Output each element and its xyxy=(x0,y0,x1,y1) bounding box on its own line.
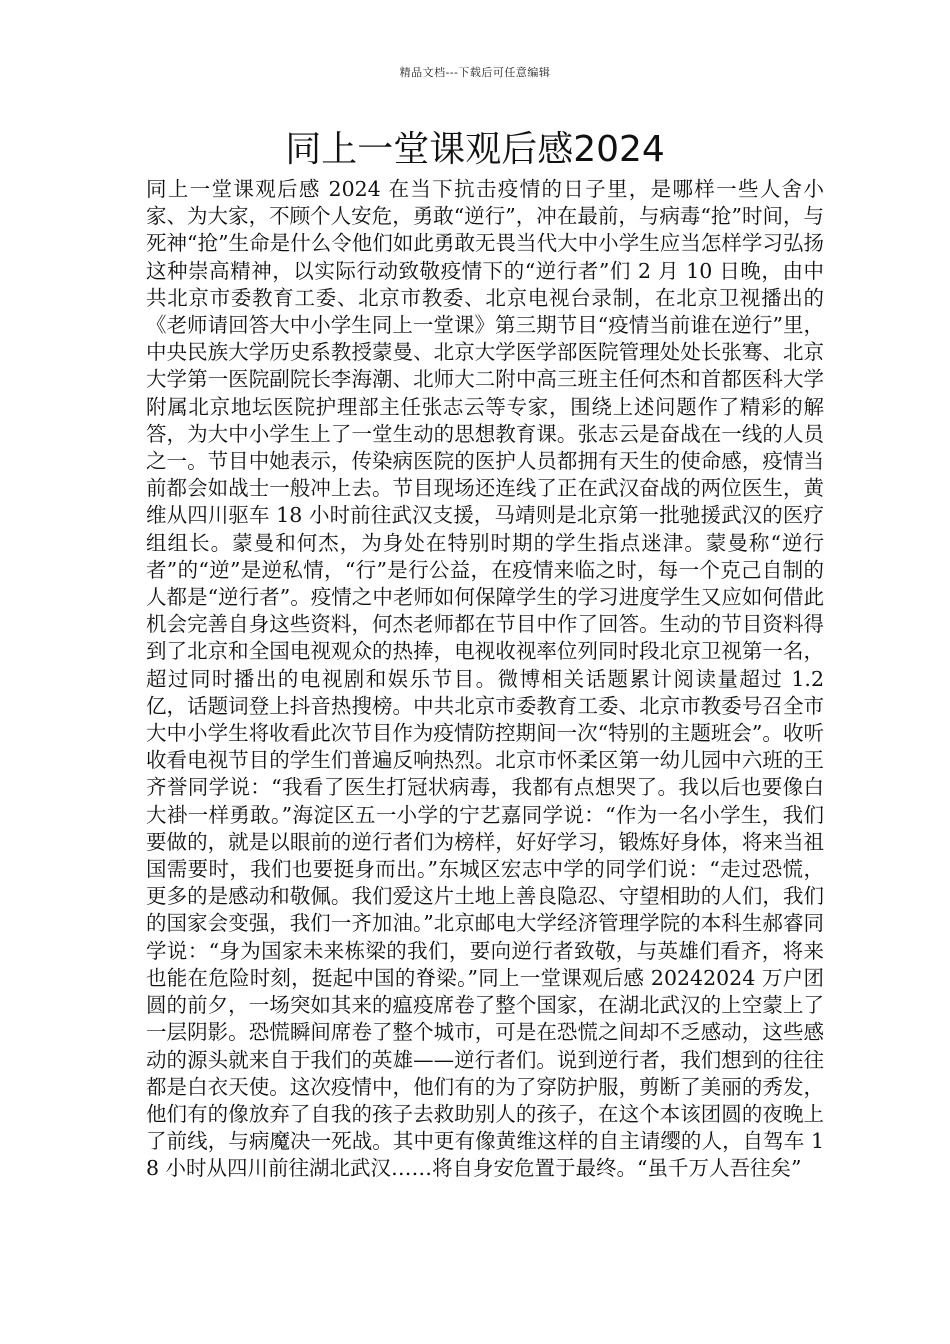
page-header-note: 精品文档---下载后可任意编辑 xyxy=(399,66,551,79)
document-title: 同上一堂课观后感2024 xyxy=(285,129,665,170)
document-body: 同上一堂课观后感 2024 在当下抗击疫情的日子里，是哪样一些人舍小家、为大家，不顾个人安危，勇敢“逆行”，冲在最前，与病毒“抢”时间，与死神“抢”生命是什么令他们如此勇敢无畏当代大中小学生应当怎样学习弘扬这种崇高精神，以实际行动致敬疫情下的“逆行者”们 2 月 10 日晚，由中共北京市委教育工委、北京市教委、北京电视台录制，在北京卫视播出的《老师请回答大中小学生同上一堂课》第三期节目“疫情当前谁在逆行”里，中央民族大学历史系教授蒙曼、北京大学医学部医院管理处处长张骞、北京大学第一医院副院长李海潮、北师大二附中高三班主任何杰和首都医科大学附属北京地坛医院护理部主任张志云等专家，围绕上述问题作了精彩的解答，为大中小学生上了一堂生动的思想教育课。张志云是奋战在一线的人员之一。节目中她表示，传染病医院的医护人员都拥有天生的使命感，疫情当前都会如战士一般冲上去。节目现场还连线了正在武汉奋战的两位医生，黄维从四川驱车 18 小时前往武汉支援，马靖则是北京第一批驰援武汉的医疗组组长。蒙曼和何杰，为身处在特别时期的学生指点迷津。蒙曼称“逆行者”的“逆”是逆私情，“行”是行公益，在疫情来临之时，每一个克己自制的人都是“逆行者”。疫情之中老师如何保障学生的学习进度学生又应如何借此机会完善自身这些资料，何杰老师都在节目中作了回答。生动的节目资料得到了北京和全国电视观众的热捧，电视收视率位列同时段北京卫视第一名，超过同时播出的电视剧和娱乐节目。微博相关话题累计阅读量超过 1.2 亿，话题词登上抖音热搜榜。中共北京市委教育工委、北京市教委号召全市大中小学生将收看此次节目作为疫情防控期间一次“特别的主题班会”。收听收看电视节目的学生们普遍反响热烈。北京市怀柔区第一幼儿园中六班的王齐誉同学说：“我看了医生打冠状病毒，我都有点想哭了。我以后也要像白大褂一样勇敢。”海淀区五一小学的宁艺嘉同学说：“作为一名小学生，我们要做的，就是以眼前的逆行者们为榜样，好好学习，锻炼好身体，将来当祖国需要时，我们也要挺身而出。”东城区宏志中学的同学们说：“走过恐慌，更多的是感动和敬佩。我们爱这片土地上善良隐忍、守望相助的人们，我们的国家会变强，我们一齐加油。”北京邮电大学经济管理学院的本科生郝睿同学说：“身为国家未来栋梁的我们，要向逆行者致敬，与英雄们看齐，将来也能在危险时刻，挺起中国的脊梁。”同上一堂课观后感 20242024 万户团圆的前夕，一场突如其来的瘟疫席卷了整个国家，在湖北武汉的上空蒙上了一层阴影。恐慌瞬间席卷了整个城市，可是在恐慌之间却不乏感动，这些感动的源头就来自于我们的英雄——逆行者们。说到逆行者，我们想到的往往都是白衣天使。这次疫情中，他们有的为了穿防护服，剪断了美丽的秀发，他们有的像放弃了自我的孩子去救助别人的孩子，在这个本该团圆的夜晚上了前线，与病魔决一死战。其中更有像黄维这样的自主请缨的人，自驾车 18 小时从四川前往湖北武汉……将自身安危置于最终。“虽千万人吾往矣” xyxy=(146,177,824,1181)
